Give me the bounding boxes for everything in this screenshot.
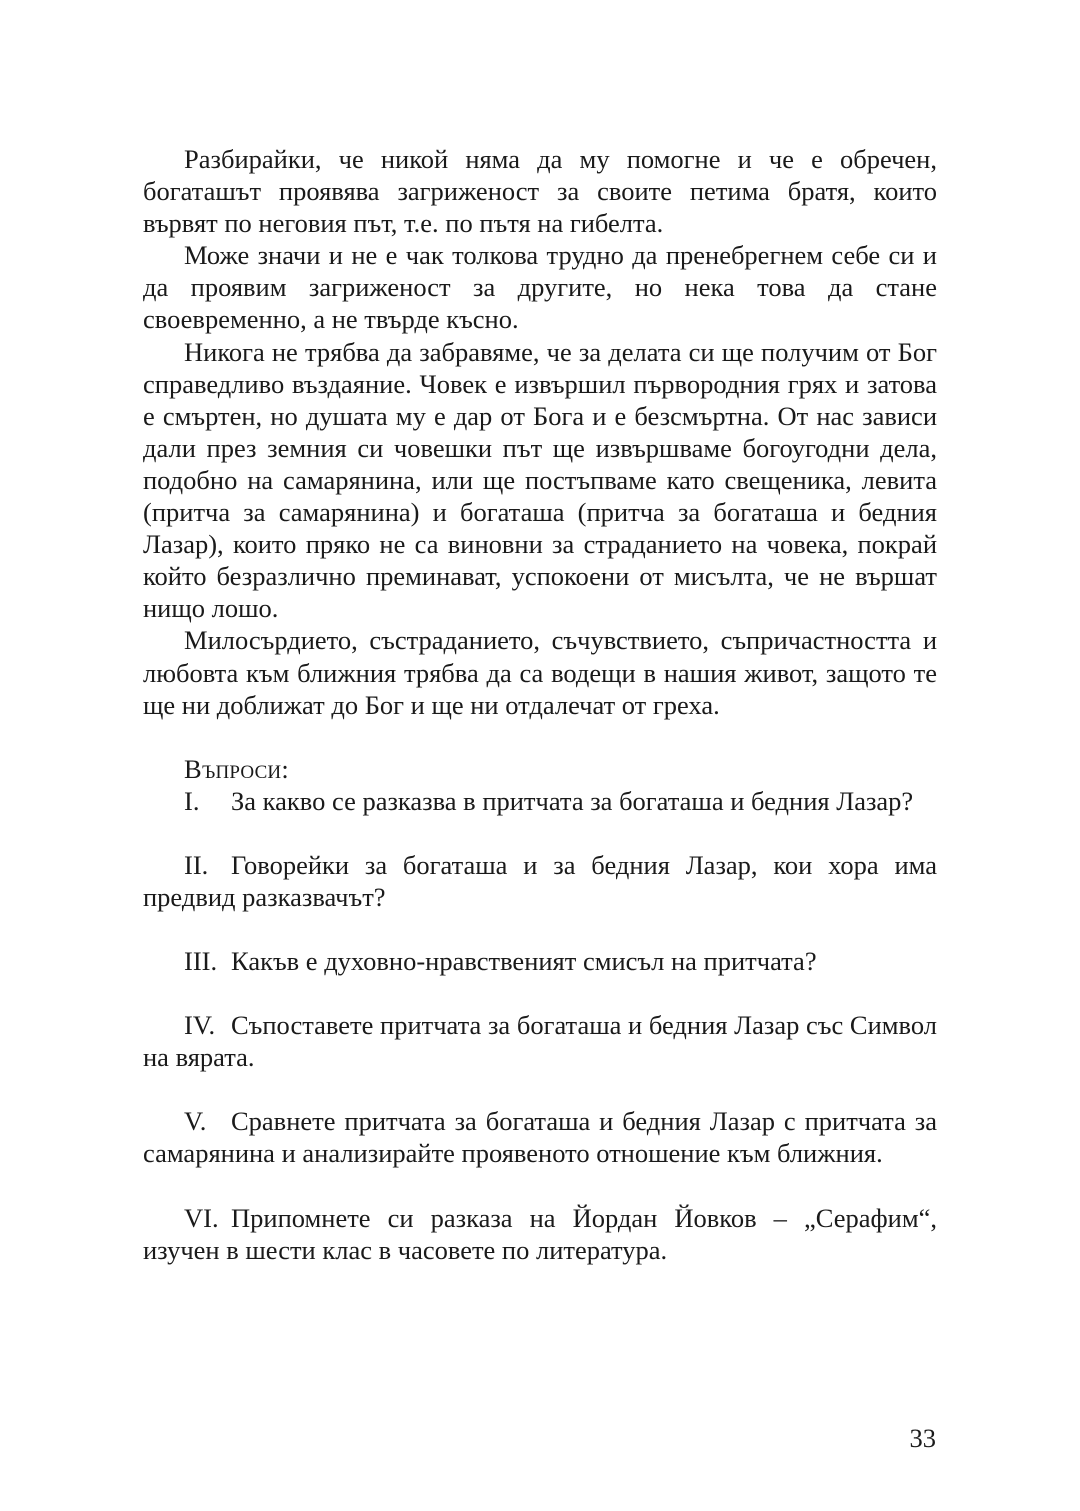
- question-number: VI.: [184, 1202, 219, 1233]
- question-text: Сравнете притчата за богаташа и бедния Лазар с притчата за самарянина и анализирайте проявеното отношение към ближния.: [143, 1106, 937, 1169]
- question-text: Говорейки за богаташа и за бедния Лазар, кои хора има предвид разказвачът?: [143, 849, 937, 912]
- question-number: II.: [184, 849, 209, 880]
- paragraph-3: Никога не трябва да забравяме, че за делата си ще получим от Бог справедливо въздаяние. Човек е извършил първородния грях и затова е смъртен, но душата му е дар от Бога и е безсмъртна. От нас зависи дали през земния си човешки път ще извършваме богоугодни дела, подобно на самарянина, или ще постъпваме като свещеника, левита (притча за самарянина) и богаташа (притча за богаташа и бедния Лазар), които пряко не са виновни за страданието на човека, покрай който безразлично преминават, успокоени от мисълта, че не вършат нищо лошо.: [143, 336, 937, 624]
- question-5: [143, 1105, 937, 1169]
- question-3: [143, 945, 937, 977]
- question-number: III.: [184, 946, 218, 977]
- question-6: [143, 1202, 937, 1266]
- question-2: [143, 849, 937, 913]
- paragraph-4: Милосърдието, състраданието, съчувствието, съпричастността и любовта към ближния трябва да са водещи в нашия живот, защото те ще ни доближат до Бог и ще ни отдалечат от греха.: [143, 625, 937, 720]
- question-text: Съпоставете притчата за богаташа и бедния Лазар със Символ на вярата.: [143, 1010, 937, 1073]
- paragraph-2: Може значи и не е чак толкова трудно да пренебрегнем себе си и да проявим загриженост за другите, но нека това да стане своевременно, а не твърде късно.: [143, 240, 937, 335]
- question-4: [143, 1009, 937, 1073]
- question-number: IV.: [184, 1010, 216, 1041]
- page-number: 33: [909, 1423, 936, 1453]
- question-number: V.: [184, 1106, 207, 1137]
- paragraph-1: Разбирайки, че никой няма да му помогне и че е обречен, богаташът проявява загриженост за своите петима братя, които вървят по неговия път, т.е. по пътя на гибелта.: [143, 144, 937, 239]
- question-text: Какъв е духовно-нравственият смисъл на притчата?: [231, 946, 817, 977]
- page-body: [143, 143, 937, 1266]
- question-1: [143, 785, 937, 817]
- question-number: I.: [184, 785, 200, 816]
- question-text: Припомнете си разказа на Йордан Йовков – „Серафим“, изучен в шести клас в часовете по литература.: [143, 1202, 937, 1265]
- questions-heading: Въпроси:: [184, 753, 289, 784]
- question-text: За какво се разказва в притчата за богаташа и бедния Лазар?: [231, 785, 914, 816]
